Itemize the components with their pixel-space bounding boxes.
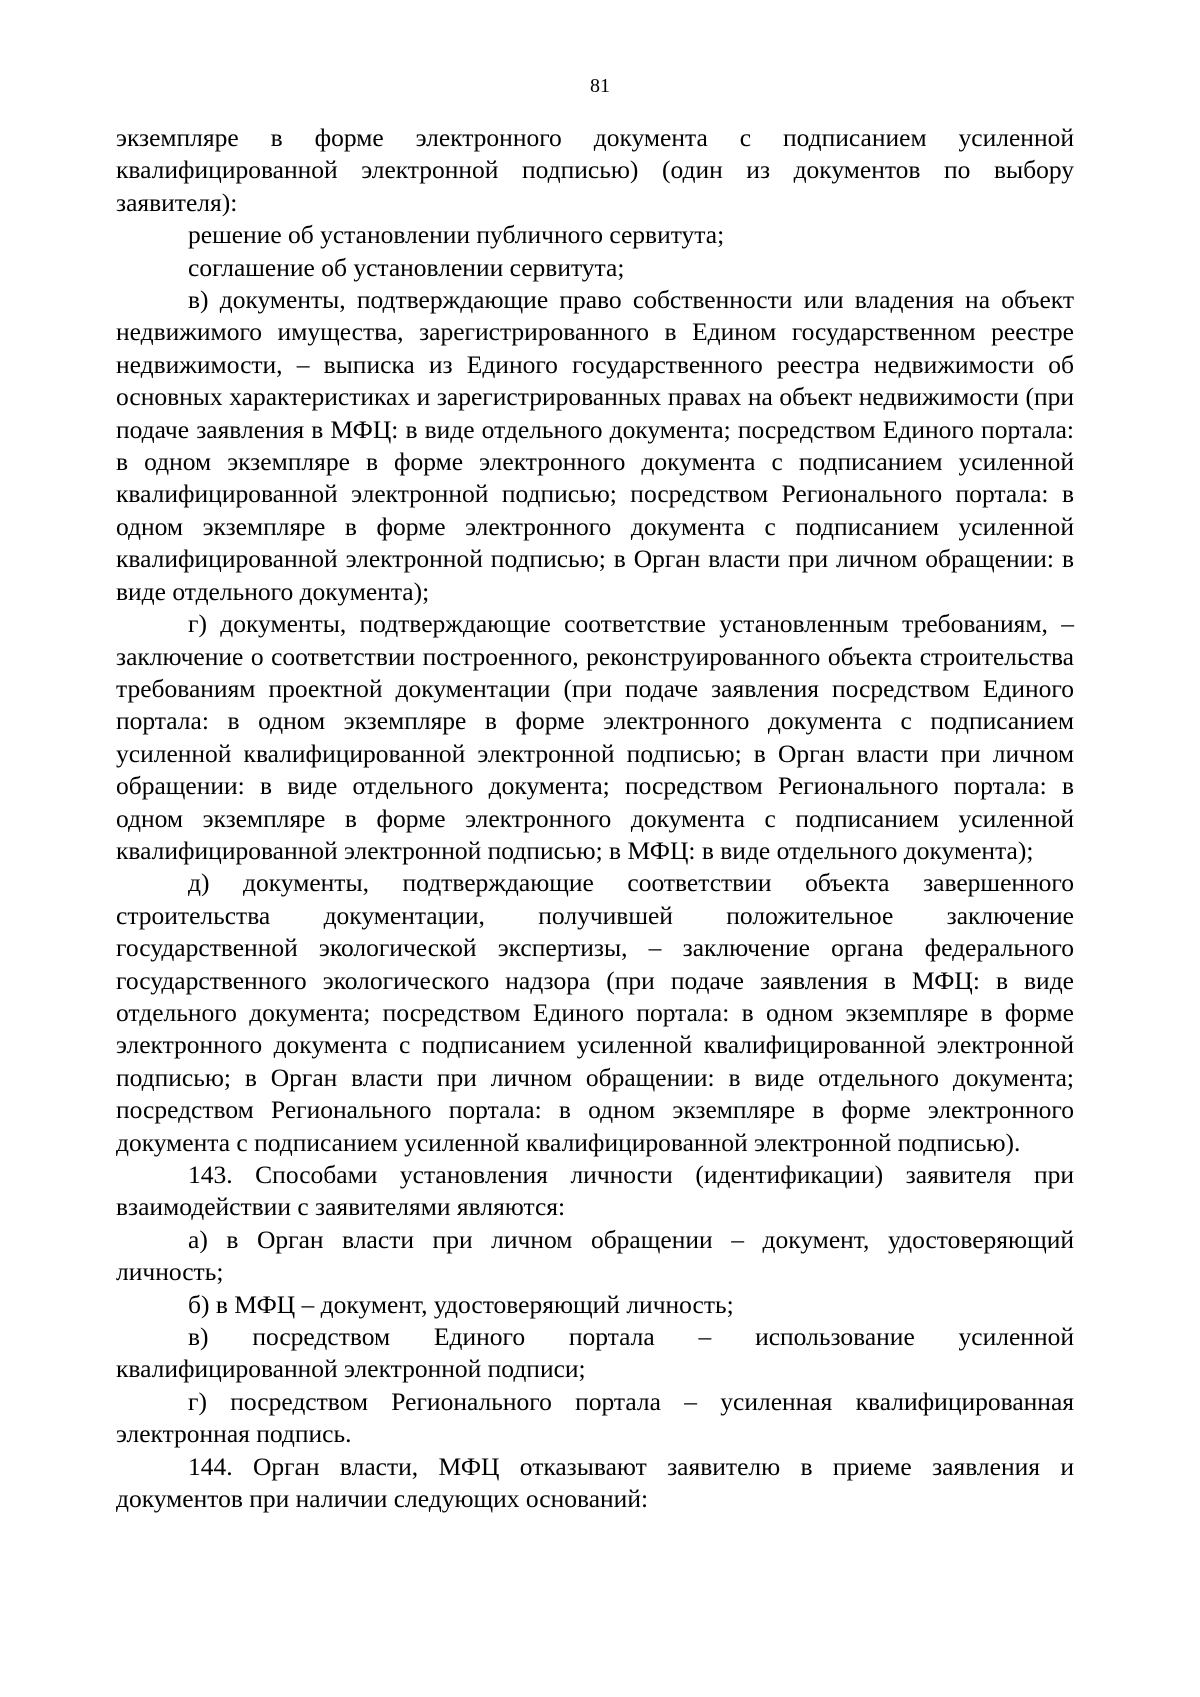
paragraph-item-v-ownership: в) документы, подтверждающие право собственности или владения на объект недвижимого имущества, зарегистрированного в Едином государственном реестре недвижимости, – выписка из Единого государственного реестра недвижимости об основных характеристиках и зарегистрированных правах на объект недвижимости (при подаче заявления в МФЦ: в виде отдельного документа; посредством Единого портала: в одном экземпляре в форме электронного документа с подписанием усиленной квалифицированной электронной подписью; посредством Регионального портала: в одном экземпляре в форме электронного документа с подписанием усиленной квалифицированной электронной подписью; в Орган власти при личном обращении: в виде отдельного документа); <box>116 285 1074 606</box>
paragraph-continuation: экземпляре в форме электронного документа с подписанием усиленной квалифицированной электронной подписью) (один из документов по выбору заявителя): <box>116 123 1074 217</box>
paragraph-decision-servitude: решение об установлении публичного сервитута; <box>188 220 725 250</box>
page-number: 81 <box>590 75 610 97</box>
paragraph-item-d-ecology: д) документы, подтверждающие соответствии объекта завершенного строительства документации, получившей положительное заключение государственной экологической экспертизы, – заключение органа федерального государственного экологического надзора (при подаче заявления в МФЦ: в виде отдельного документа; посредством Единого портала: в одном экземпляре в форме электронного документа с подписанием усиленной квалифицированной электронной подписью; в Орган власти при личном обращении: в виде отдельного документа; посредством Регионального портала: в одном экземпляре в форме электронного документа с подписанием усиленной квалифицированной электронной подписью). <box>116 868 1074 1157</box>
paragraph-item-g-compliance: г) документы, подтверждающие соответствие установленным требованиям, – заключение о соответствии построенного, реконструированного объекта строительства требованиям проектной документации (при подаче заявления посредством Единого портала: в одном экземпляре в форме электронного документа с подписанием усиленной квалифицированной электронной подписью; в Орган власти при личном обращении: в виде отдельного документа; посредством Регионального портала: в одном экземпляре в форме электронного документа с подписанием усиленной квалифицированной электронной подписью; в МФЦ: в виде отдельного документа); <box>116 609 1074 865</box>
paragraph-143-a: а) в Орган власти при личном обращении – документ, удостоверяющий личность; <box>116 1224 1074 1287</box>
paragraph-clause-144: 144. Орган власти, МФЦ отказывают заявителю в приеме заявления и документов при наличии следующих оснований: <box>116 1451 1074 1514</box>
paragraph-143-b: б) в МФЦ – документ, удостоверяющий личность; <box>188 1289 734 1319</box>
paragraph-agreement-servitude: соглашение об установлении сервитута; <box>188 252 625 282</box>
paragraph-clause-143: 143. Способами установления личности (идентификации) заявителя при взаимодействии с заявителями являются: <box>116 1160 1074 1222</box>
document-body <box>116 122 1074 1515</box>
paragraph-143-v: в) посредством Единого портала – использование усиленной квалифицированной электронной подписи; <box>116 1322 1074 1384</box>
paragraph-143-g: г) посредством Регионального портала – усиленная квалифицированная электронная подпись. <box>116 1386 1074 1449</box>
